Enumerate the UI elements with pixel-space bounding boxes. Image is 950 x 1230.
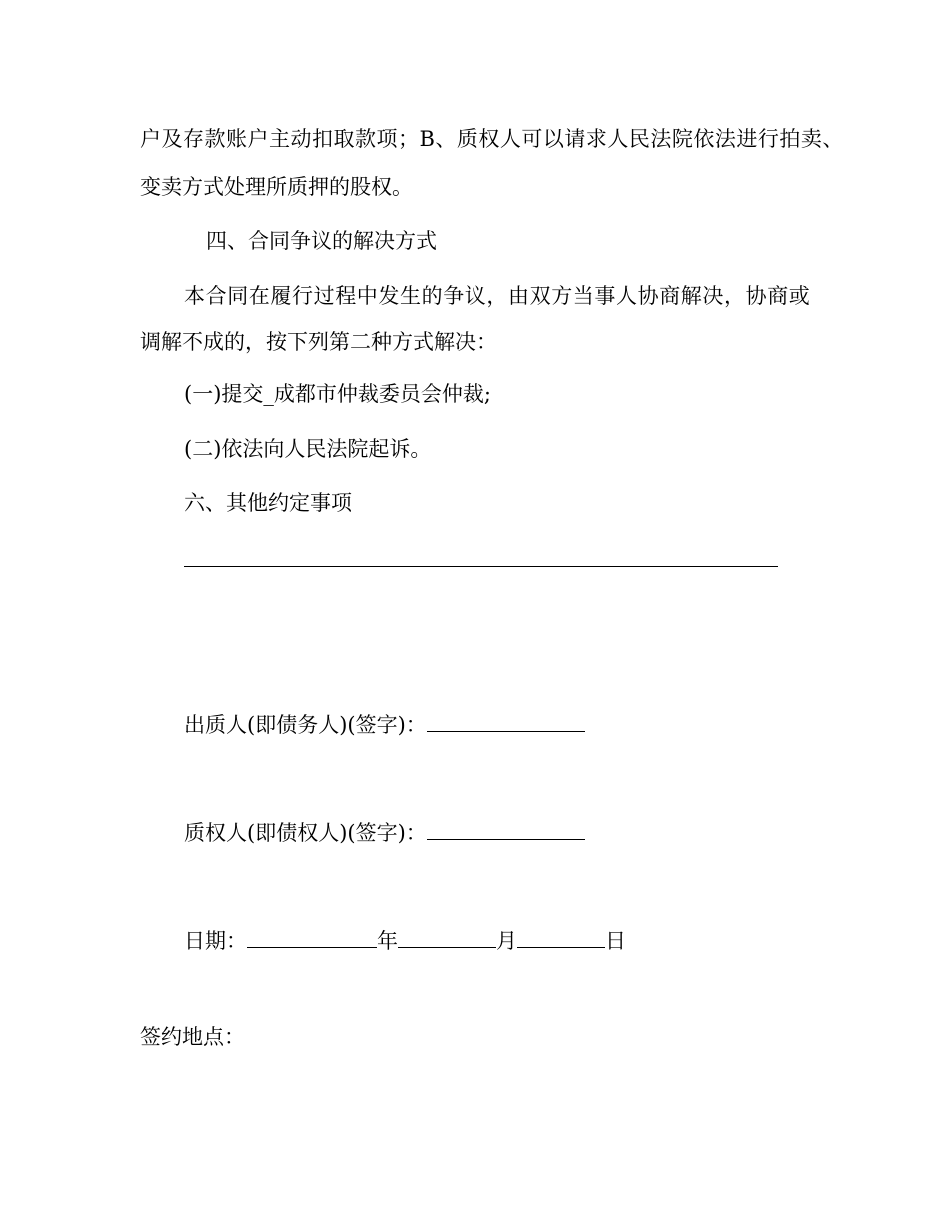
signature-line-pledgee — [184, 817, 585, 846]
section-heading: 四、合同争议的解决方式 — [206, 229, 437, 253]
pledgee-label: 质权人(即债权人)(签字)： — [184, 821, 427, 845]
date-label: 日期： — [184, 929, 247, 953]
day-label: 日 — [605, 929, 626, 953]
paragraph-line: 变卖方式处理所质押的股权。 — [140, 175, 413, 199]
section-heading: 六、其他约定事项 — [184, 491, 352, 515]
fill-in-line[interactable] — [184, 566, 778, 567]
month-blank[interactable] — [398, 925, 496, 948]
signature-line-pledgor — [184, 709, 585, 738]
option-body: 成都市仲裁委员会仲裁; — [273, 382, 491, 406]
day-blank[interactable] — [517, 925, 605, 948]
pledgor-signature-blank[interactable] — [427, 709, 585, 732]
signing-place: 签约地点： — [140, 1025, 245, 1049]
year-blank[interactable] — [247, 925, 377, 948]
option-item — [184, 381, 491, 407]
option-prefix: (一)提交_ — [184, 382, 274, 406]
year-label: 年 — [377, 929, 398, 953]
paragraph-line: 户及存款账户主动扣取款项；B、质权人可以请求人民法院依法进行拍卖、 — [140, 127, 844, 151]
month-label: 月 — [496, 929, 517, 953]
date-line — [184, 925, 626, 954]
option-item: (二)依法向人民法院起诉。 — [184, 437, 432, 461]
pledgee-signature-blank[interactable] — [427, 817, 585, 840]
paragraph-line: 调解不成的，按下列第二种方式解决： — [140, 330, 497, 354]
paragraph-line: 本合同在履行过程中发生的争议，由双方当事人协商解决，协商或 — [184, 284, 811, 308]
pledgor-label: 出质人(即债务人)(签字)： — [184, 713, 427, 737]
